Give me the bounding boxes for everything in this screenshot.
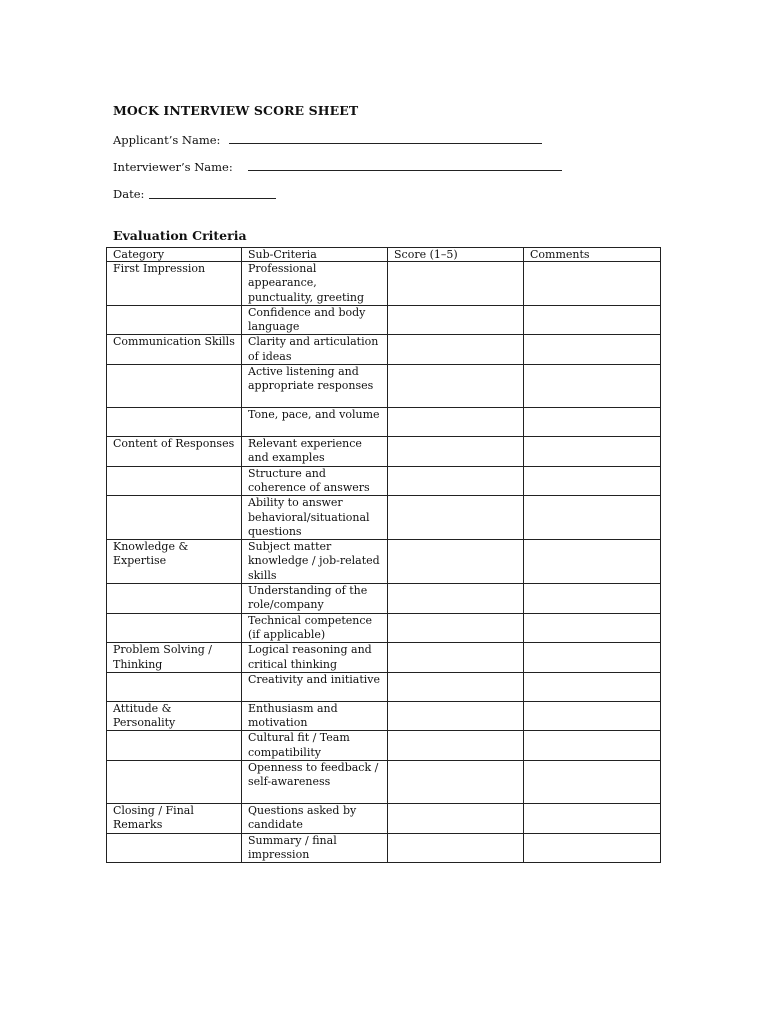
category-cell bbox=[107, 365, 242, 408]
comments-cell[interactable] bbox=[524, 643, 661, 673]
category-cell bbox=[107, 496, 242, 540]
score-cell[interactable] bbox=[388, 613, 524, 643]
table-row bbox=[107, 540, 661, 584]
category-cell: Knowledge & Expertise bbox=[107, 540, 242, 584]
sub-criteria-cell: Openness to feedback / self-awareness bbox=[242, 761, 388, 804]
sub-criteria-cell: Cultural fit / Team compatibility bbox=[242, 731, 388, 761]
sub-criteria-cell: Subject matter knowledge / job-related skills bbox=[242, 540, 388, 584]
comments-cell[interactable] bbox=[524, 262, 661, 306]
score-cell[interactable] bbox=[388, 804, 524, 834]
applicant-name-label: Applicant’s Name: bbox=[113, 133, 221, 147]
comments-cell[interactable] bbox=[524, 833, 661, 863]
sub-criteria-cell: Logical reasoning and critical thinking bbox=[242, 643, 388, 673]
sub-criteria-cell: Enthusiasm and motivation bbox=[242, 701, 388, 731]
table-row bbox=[107, 761, 661, 804]
date-field[interactable] bbox=[149, 198, 276, 199]
header-sub-criteria: Sub-Criteria bbox=[242, 248, 388, 262]
sub-criteria-cell: Technical competence (if applicable) bbox=[242, 613, 388, 643]
sub-criteria-cell: Active listening and appropriate responses bbox=[242, 365, 388, 408]
comments-cell[interactable] bbox=[524, 672, 661, 701]
header-comments: Comments bbox=[524, 248, 661, 262]
score-cell[interactable] bbox=[388, 584, 524, 614]
table-row bbox=[107, 731, 661, 761]
category-cell: Attitude & Personality bbox=[107, 701, 242, 731]
category-cell bbox=[107, 466, 242, 496]
comments-cell[interactable] bbox=[524, 761, 661, 804]
comments-cell[interactable] bbox=[524, 701, 661, 731]
comments-cell[interactable] bbox=[524, 496, 661, 540]
category-cell: Content of Responses bbox=[107, 437, 242, 467]
sub-criteria-cell: Creativity and initiative bbox=[242, 672, 388, 701]
table-row bbox=[107, 262, 661, 306]
table-row bbox=[107, 804, 661, 834]
score-cell[interactable] bbox=[388, 466, 524, 496]
table-row bbox=[107, 701, 661, 731]
evaluation-criteria-table bbox=[106, 247, 661, 863]
sub-criteria-cell: Summary / final impression bbox=[242, 833, 388, 863]
score-cell[interactable] bbox=[388, 540, 524, 584]
score-cell[interactable] bbox=[388, 365, 524, 408]
category-cell bbox=[107, 761, 242, 804]
header-score: Score (1–5) bbox=[388, 248, 524, 262]
interviewer-name-label: Interviewer’s Name: bbox=[113, 160, 233, 174]
comments-cell[interactable] bbox=[524, 613, 661, 643]
sub-criteria-cell: Relevant experience and examples bbox=[242, 437, 388, 467]
comments-cell[interactable] bbox=[524, 540, 661, 584]
table-row bbox=[107, 613, 661, 643]
page-title: MOCK INTERVIEW SCORE SHEET bbox=[113, 103, 359, 118]
category-cell bbox=[107, 584, 242, 614]
score-cell[interactable] bbox=[388, 262, 524, 306]
sub-criteria-cell: Clarity and articulation of ideas bbox=[242, 335, 388, 365]
table-header-row bbox=[107, 248, 661, 262]
table-row bbox=[107, 408, 661, 437]
score-cell[interactable] bbox=[388, 672, 524, 701]
applicant-name-field[interactable] bbox=[229, 143, 542, 144]
comments-cell[interactable] bbox=[524, 731, 661, 761]
table-row bbox=[107, 335, 661, 365]
date-label: Date: bbox=[113, 187, 145, 201]
category-cell: First Impression bbox=[107, 262, 242, 306]
category-cell: Problem Solving / Thinking bbox=[107, 643, 242, 673]
category-cell: Closing / Final Remarks bbox=[107, 804, 242, 834]
table-row bbox=[107, 305, 661, 335]
score-cell[interactable] bbox=[388, 408, 524, 437]
table-row bbox=[107, 833, 661, 863]
table-row bbox=[107, 584, 661, 614]
score-cell[interactable] bbox=[388, 761, 524, 804]
score-cell[interactable] bbox=[388, 833, 524, 863]
comments-cell[interactable] bbox=[524, 466, 661, 496]
category-cell bbox=[107, 408, 242, 437]
sub-criteria-cell: Structure and coherence of answers bbox=[242, 466, 388, 496]
comments-cell[interactable] bbox=[524, 804, 661, 834]
sub-criteria-cell: Questions asked by candidate bbox=[242, 804, 388, 834]
comments-cell[interactable] bbox=[524, 584, 661, 614]
section-heading: Evaluation Criteria bbox=[113, 228, 247, 243]
sub-criteria-cell: Ability to answer behavioral/situational questions bbox=[242, 496, 388, 540]
table-row bbox=[107, 496, 661, 540]
score-cell[interactable] bbox=[388, 335, 524, 365]
interviewer-name-field[interactable] bbox=[248, 170, 562, 171]
sub-criteria-cell: Tone, pace, and volume bbox=[242, 408, 388, 437]
comments-cell[interactable] bbox=[524, 365, 661, 408]
sub-criteria-cell: Understanding of the role/company bbox=[242, 584, 388, 614]
sub-criteria-cell: Professional appearance, punctuality, greeting bbox=[242, 262, 388, 306]
score-cell[interactable] bbox=[388, 731, 524, 761]
sub-criteria-cell: Confidence and body language bbox=[242, 305, 388, 335]
score-cell[interactable] bbox=[388, 305, 524, 335]
table-row bbox=[107, 643, 661, 673]
comments-cell[interactable] bbox=[524, 437, 661, 467]
score-cell[interactable] bbox=[388, 643, 524, 673]
comments-cell[interactable] bbox=[524, 335, 661, 365]
table-row bbox=[107, 466, 661, 496]
score-cell[interactable] bbox=[388, 701, 524, 731]
category-cell: Communication Skills bbox=[107, 335, 242, 365]
category-cell bbox=[107, 833, 242, 863]
category-cell bbox=[107, 731, 242, 761]
score-cell[interactable] bbox=[388, 437, 524, 467]
header-category: Category bbox=[107, 248, 242, 262]
comments-cell[interactable] bbox=[524, 305, 661, 335]
table-row bbox=[107, 672, 661, 701]
category-cell bbox=[107, 613, 242, 643]
score-cell[interactable] bbox=[388, 496, 524, 540]
comments-cell[interactable] bbox=[524, 408, 661, 437]
category-cell bbox=[107, 672, 242, 701]
table-row bbox=[107, 437, 661, 467]
category-cell bbox=[107, 305, 242, 335]
table-row bbox=[107, 365, 661, 408]
